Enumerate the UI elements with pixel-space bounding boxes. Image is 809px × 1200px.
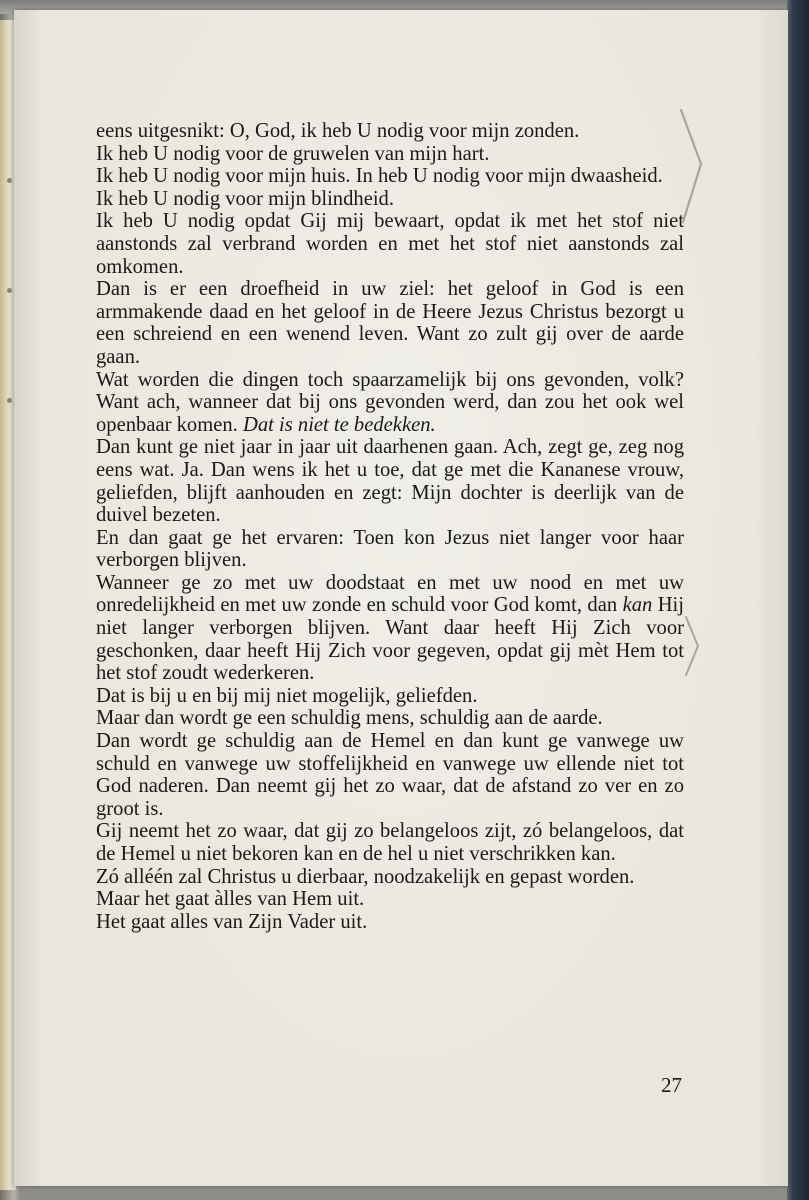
text-paragraph — [96, 143, 684, 166]
text-paragraph — [96, 527, 684, 572]
text-run: Maar het gaat àlles van Hem uit. — [96, 888, 365, 911]
text-run: Het gaat alles van Zijn Vader uit. — [96, 910, 368, 933]
book-cover-spine — [787, 0, 809, 1200]
text-paragraph — [96, 820, 684, 865]
body-text — [96, 120, 684, 933]
pencil-bracket-mark — [679, 106, 709, 226]
binding-hole — [7, 398, 12, 403]
text-run: Dan is er een droefheid in uw ziel: het geloof in God is een armmakende daad en het geloof in de Heere Jezus Christus bezorgt u een schreiend en een wenend leven. Want zo zult gij over de aarde gaan. — [96, 278, 684, 368]
text-paragraph — [96, 210, 684, 278]
text-paragraph — [96, 685, 684, 708]
text-paragraph — [96, 911, 684, 934]
text-run: Ik heb U nodig voor mijn blindheid. — [96, 187, 395, 210]
text-run: Wanneer ge zo met uw doodstaat en met uw nood en met uw onredelijkheid en met uw zonde en schuld voor God komt, dan — [96, 571, 684, 617]
binding-hole — [7, 288, 12, 293]
text-run: Ik heb U nodig opdat Gij mij bewaart, opdat ik met het stof niet aanstonds zal verbrand worden en met het stof niet aanstonds zal omkomen. — [96, 210, 684, 278]
text-paragraph — [96, 436, 684, 526]
text-run: Hij niet langer verborgen blijven. Want daar heeft Hij Zich voor geschonken, daar heeft Hij Zich voor gegeven, opdat gij mèt Hem tot het stof zoudt wederkeren. — [96, 594, 685, 685]
text-paragraph — [96, 165, 684, 188]
text-paragraph — [96, 188, 684, 211]
text-paragraph — [96, 866, 684, 889]
text-run: En dan gaat ge het ervaren: Toen kon Jezus niet langer voor haar verborgen blijven. — [96, 526, 684, 572]
text-run: Zó alléén zal Christus u dierbaar, noodzakelijk en gepast worden. — [96, 865, 635, 888]
page-number: 27 — [661, 1073, 682, 1097]
binding-hole — [7, 178, 12, 183]
text-run: Maar dan wordt ge een schuldig mens, schuldig aan de aarde. — [96, 707, 603, 730]
text-run: Dan kunt ge niet jaar in jaar uit daarhenen gaan. Ach, zegt ge, zeg nog eens wat. Ja. Dan wens ik het u toe, dat ge met die Kananese vrouw, geliefden, blijft aanhouden en zegt: Mijn dochter is deerlijk van de duivel bezeten. — [96, 436, 684, 527]
text-run: Dan wordt ge schuldig aan de Hemel en dan kunt ge vanwege uw schuld en vanwege uw stoffelijkheid en vanwege uw ellende niet tot God naderen. Dan neemt gij het zo waar, dat de afstand zo ver en zo groot is. — [96, 730, 684, 820]
text-paragraph — [96, 369, 684, 437]
text-run: Gij neemt het zo waar, dat gij zo belangeloos zijt, zó belangeloos, dat de Hemel u niet bekoren kan en de hel u niet verschrikken kan. — [96, 820, 684, 865]
text-paragraph — [96, 120, 684, 143]
text-paragraph — [96, 278, 684, 368]
text-run: Ik heb U nodig voor mijn huis. In heb U nodig voor mijn dwaasheid. — [96, 165, 663, 188]
pencil-bracket-mark — [683, 614, 703, 678]
italic-text-run: Dat is niet te bedekken. — [242, 413, 436, 436]
text-paragraph — [96, 730, 684, 820]
text-run: Ik heb U nodig voor de gruwelen van mijn hart. — [96, 142, 490, 165]
italic-text-run: kan — [622, 594, 653, 617]
text-run: Wat worden die dingen toch spaarzamelijk bij ons gevonden, volk? Want ach, wanneer dat bij ons gevonden werd, dan zou het ook wel openbaar komen. — [96, 368, 684, 436]
text-paragraph — [96, 572, 684, 685]
text-paragraph — [96, 888, 684, 911]
text-paragraph — [96, 707, 684, 730]
text-run: eens uitgesnikt: O, God, ik heb U nodig voor mijn zonden. — [96, 120, 580, 142]
text-run: Dat is bij u en bij mij niet mogelijk, geliefden. — [96, 684, 478, 707]
book-page — [14, 10, 788, 1186]
